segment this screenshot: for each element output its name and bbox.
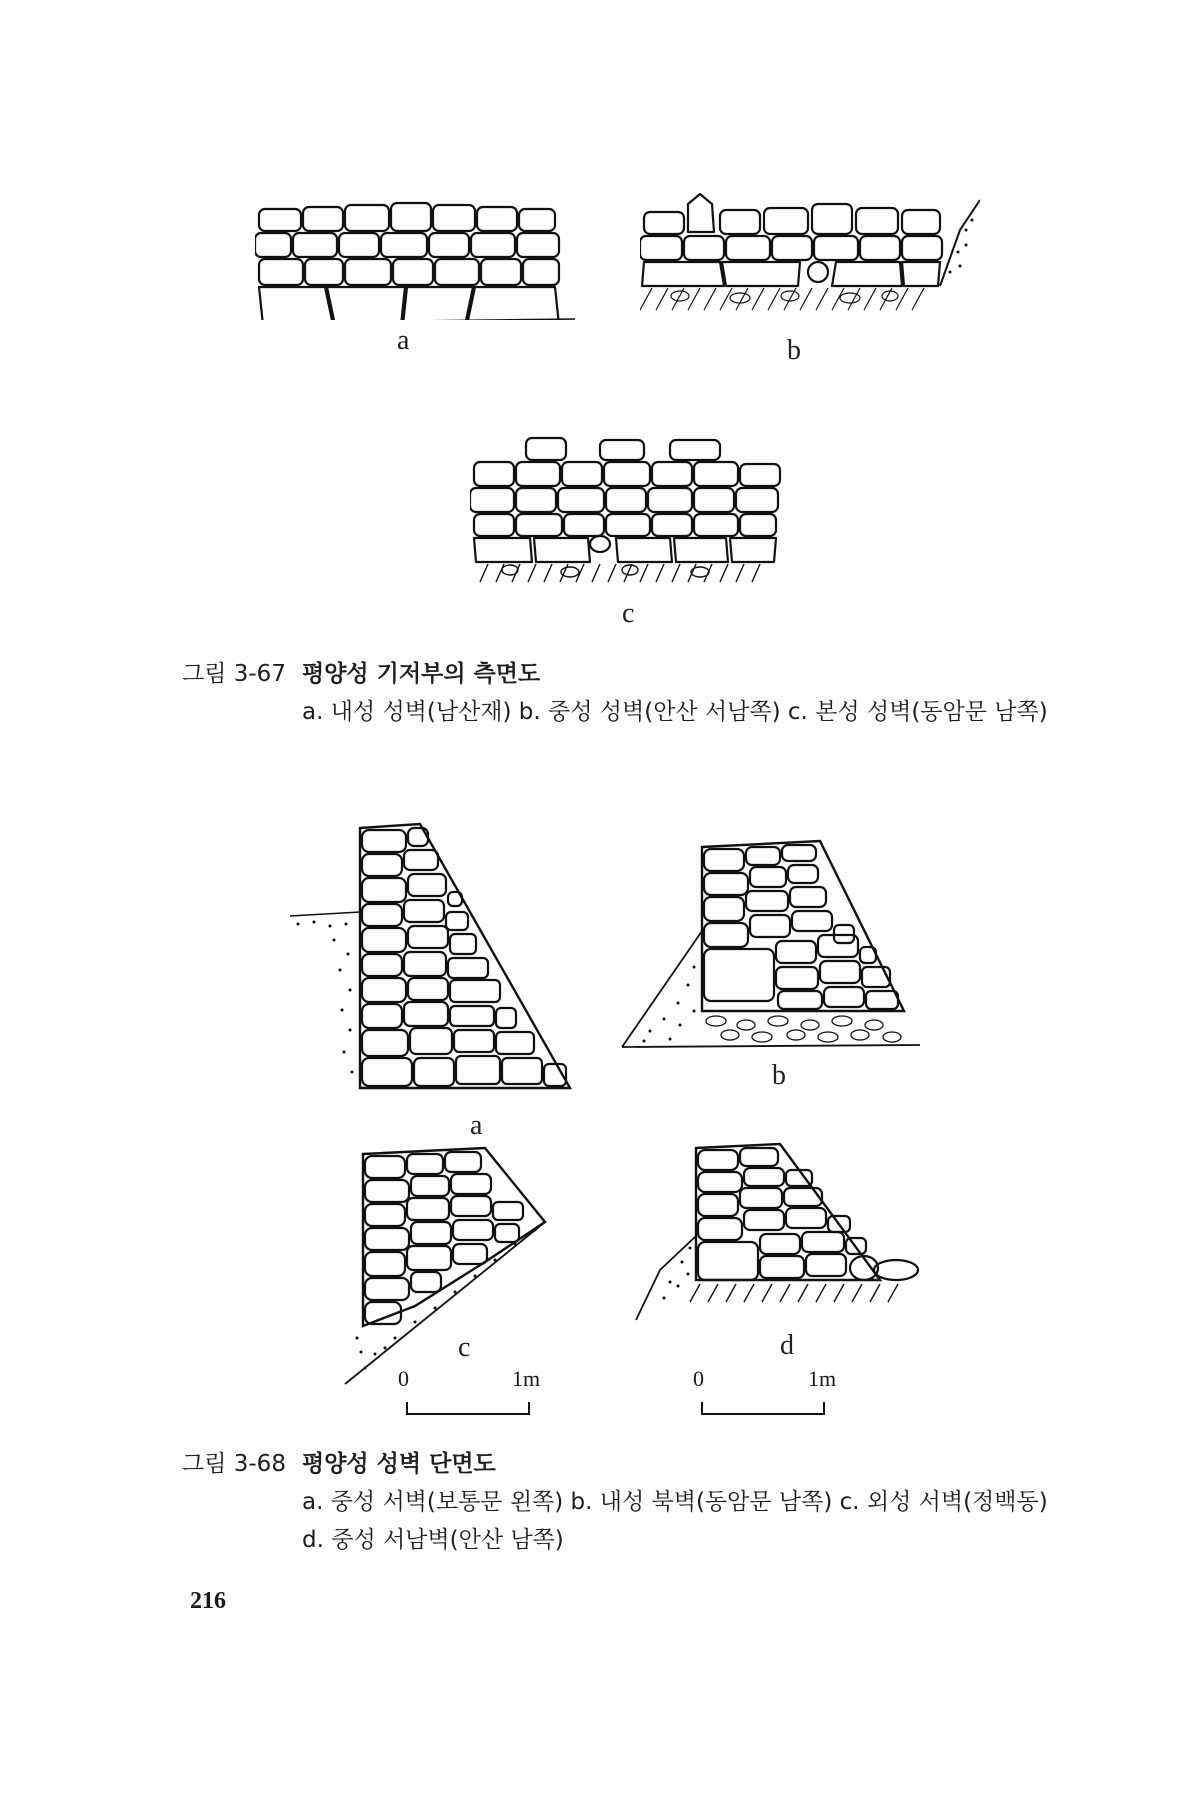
figure-68-a-wall-section: [290, 820, 590, 1095]
figure-68-description: a. 중성 서벽(보통문 왼쪽) b. 내성 북벽(동암문 남쪽) c. 외성 서벽(정백동) d. 중성 서남벽(안산 남쪽): [302, 1489, 1048, 1553]
figure-67-title: 평양성 기저부의 측면도: [302, 661, 541, 687]
figure-67-number: 그림 3-67: [182, 661, 286, 687]
figure-67-b-wall-elevation: [640, 190, 980, 340]
figure-68-a-label: a: [470, 1110, 483, 1141]
figure-68-number: 그림 3-68: [182, 1451, 286, 1477]
figure-68-d-wall-section: [630, 1140, 930, 1330]
figure-68-c-wall-section: [335, 1142, 575, 1392]
figure-68-title: 평양성 성벽 단면도: [302, 1451, 496, 1477]
scale-bar-left: [405, 1388, 535, 1418]
figure-68-b-wall-section: [620, 835, 920, 1060]
scale-bar-left-start: 0: [398, 1366, 409, 1391]
figure-67-caption: [182, 655, 1062, 731]
figure-68-d-label: d: [780, 1330, 794, 1361]
figure-68-c-label: c: [458, 1332, 471, 1363]
scale-bar-right: [700, 1388, 830, 1418]
scale-bar-left-end: 1m: [512, 1366, 541, 1391]
scale-bar-right-end: 1m: [808, 1366, 837, 1391]
figure-67-a-wall-elevation: [255, 185, 575, 320]
figure-68-b-label: b: [772, 1060, 786, 1091]
figure-67-a-label: a: [397, 325, 410, 356]
figure-67-c-label: c: [622, 598, 635, 629]
figure-67-b-label: b: [787, 335, 801, 366]
figure-67-c-wall-elevation: [470, 432, 790, 592]
page-number: 216: [190, 1588, 226, 1614]
figure-68-caption: [182, 1445, 1062, 1559]
scale-bar-right-start: 0: [693, 1366, 704, 1391]
figure-67-description: a. 내성 성벽(남산재) b. 중성 성벽(안산 서남쪽) c. 본성 성벽(동암문 남쪽): [302, 699, 1048, 725]
